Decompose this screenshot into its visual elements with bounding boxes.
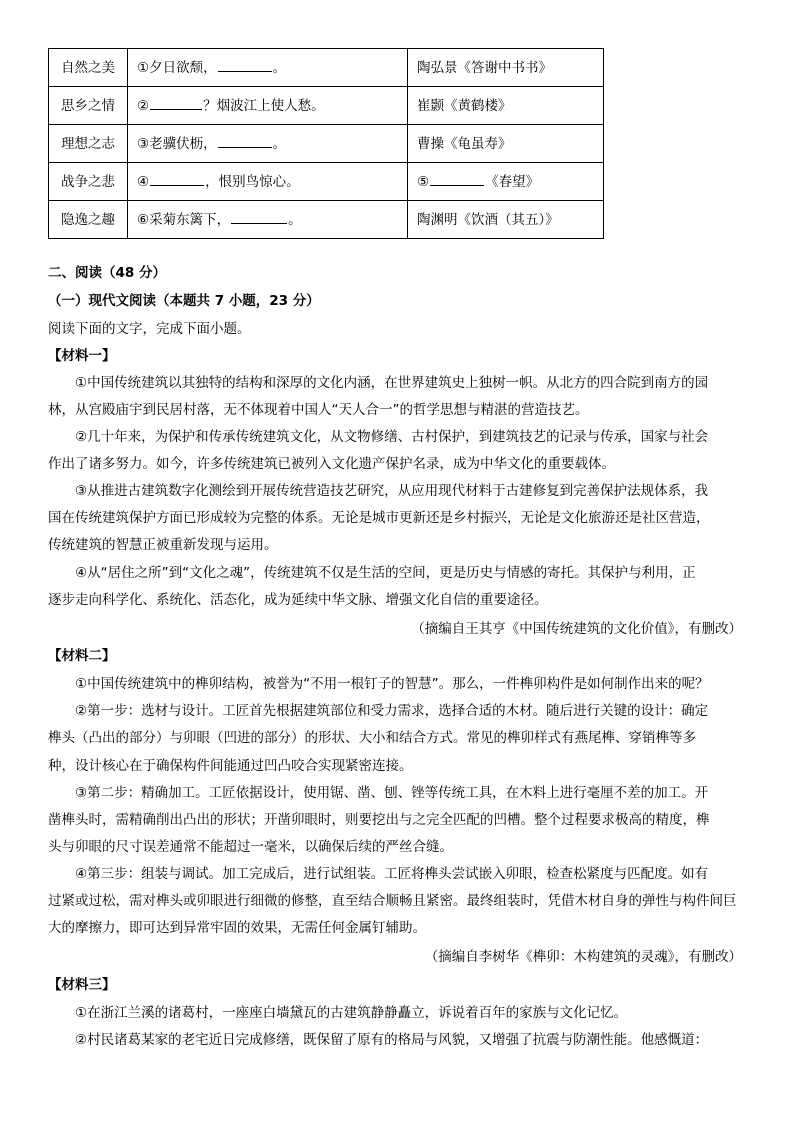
paragraph-line: ①在浙江兰溪的诸葛村，一座座白墙黛瓦的古建筑静静矗立，诉说着百年的家族与文化记忆。	[75, 1005, 628, 1021]
answer-blank[interactable]	[231, 211, 287, 224]
paragraph-line: ④第三步：组装与调试。加工完成后，进行试组装。工匠将榫头尝试嵌入卯眼，检查松紧度与匹配度。如有	[75, 866, 709, 882]
paragraph-line: 作出了诸多努力。如今，许多传统建筑已被列入文化遗产保护名录，成为中华文化的重要载体。	[48, 456, 615, 472]
paragraph-line: ②村民诸葛某家的老宅近日完成修缮，既保留了原有的格局与风貌，又增强了抗震与防潮性能。他感慨道：	[75, 1032, 709, 1048]
source-title: 《春望》	[485, 173, 540, 190]
verse-cell	[128, 49, 408, 87]
answer-blank[interactable]	[150, 173, 204, 186]
answer-blank[interactable]	[430, 173, 484, 186]
material-label: 【材料一】	[48, 348, 116, 364]
source-cell: 曹操《龟虽寿》	[408, 125, 604, 163]
paragraph-line: ①中国传统建筑以其独特的结构和深厚的文化内涵，在世界建筑史上独树一帜。从北方的四合院到南方的园	[75, 375, 709, 391]
verse-prefix: ④	[137, 173, 150, 190]
verse-suffix: ？烟波江上使人愁。	[203, 97, 325, 114]
verse-prefix: ③老骥伏枥，	[137, 135, 217, 152]
citation: （摘编自王其亨《中国传统建筑的文化价值》，有删改）	[411, 621, 742, 637]
source-cell: 崔颢《黄鹤楼》	[408, 87, 604, 125]
answer-blank[interactable]	[218, 135, 272, 148]
theme-cell: 理想之志	[49, 125, 128, 163]
paragraph-line: ③从推进古建筑数字化测绘到开展传统营造技艺研究，从应用现代材料于古建修复到完善保护法规体系，我	[75, 483, 709, 499]
verse-cell	[128, 163, 408, 201]
table-row	[49, 87, 604, 125]
paragraph-line: 传统建筑的智慧正被重新发现与运用。	[48, 537, 278, 553]
paragraph-line: 大的摩擦力，即可达到异常牢固的效果，无需任何金属钉辅助。	[48, 920, 426, 936]
paragraph-line: 榫头（凸出的部分）与卯眼（凹进的部分）的形状、大小和结合方式。常见的榫卯样式有燕尾榫、穿销榫等多	[48, 730, 696, 746]
verse-suffix: ，恨别鸟惊心。	[205, 173, 300, 190]
citation: （摘编自李树华《榫卯：木构建筑的灵魂》，有删改）	[424, 949, 742, 965]
table-row	[49, 201, 604, 239]
paragraph-line: 林，从宫殿庙宇到民居村落，无不体现着中国人“天人合一”的哲学思想与精湛的营造技艺。	[48, 402, 589, 418]
paragraph-line: 逐步走向科学化、系统化、活态化，成为延续中华文脉、增强文化自信的重要途径。	[48, 592, 548, 608]
poem-fill-table	[48, 48, 604, 239]
section-heading: 二、阅读（48 分）	[48, 265, 166, 281]
theme-cell: 思乡之情	[49, 87, 128, 125]
verse-suffix: 。	[272, 59, 287, 76]
material-label: 【材料二】	[48, 648, 116, 664]
verse-cell	[128, 201, 408, 239]
paragraph-line: ②第一步：选材与设计。工匠首先根据建筑部位和受力需求，选择合适的木材。随后进行关键的设计：确定	[75, 703, 709, 719]
theme-cell: 战争之悲	[49, 163, 128, 201]
answer-blank[interactable]	[218, 59, 272, 72]
verse-cell	[128, 125, 408, 163]
paragraph-line: ④从“居住之所”到“文化之魂”，传统建筑不仅是生活的空间，更是历史与情感的寄托。其保护与利用，正	[75, 565, 696, 581]
verse-prefix: ②	[137, 97, 150, 114]
section-subheading: （一）现代文阅读（本题共 7 小题，23 分）	[48, 293, 320, 309]
verse-prefix: ⑥采菊东篱下，	[137, 211, 231, 228]
table-row	[49, 125, 604, 163]
theme-cell: 自然之美	[49, 49, 128, 87]
paragraph-line: ①中国传统建筑中的榫卯结构，被誉为“不用一根钉子的智慧”。那么，一件榫卯构件是如何制作出来的呢？	[75, 676, 709, 692]
verse-cell	[128, 87, 408, 125]
table-row	[49, 49, 604, 87]
theme-cell: 隐逸之趣	[49, 201, 128, 239]
paragraph-line: ②几十年来，为保护和传承传统建筑文化，从文物修缮、古村保护，到建筑技艺的记录与传承，国家与社会	[75, 429, 709, 445]
source-cell	[408, 163, 604, 201]
material-label: 【材料三】	[48, 977, 116, 993]
source-prefix: ⑤	[417, 173, 430, 190]
paragraph-line: 凿榫头时，需精确削出凸出的形状；开凿卯眼时，则要挖出与之完全匹配的凹槽。整个过程要求极高的精度，榫	[48, 812, 710, 828]
paragraph-line: 国在传统建筑保护方面已形成较为完整的体系。无论是城市更新还是乡村振兴，无论是文化旅游还是社区营造，	[48, 510, 710, 526]
paragraph-line: ③第二步：精确加工。工匠依据设计，使用锯、凿、刨、锉等传统工具，在木料上进行毫厘不差的加工。开	[75, 785, 709, 801]
paragraph-line: 过紧或过松，需对榫头或卯眼进行细微的修整，直至结合顺畅且紧密。最终组装时，凭借木材自身的弹性与构件间巨	[48, 893, 737, 909]
source-cell: 陶渊明《饮酒（其五）》	[408, 201, 604, 239]
paragraph-line: 头与卯眼的尺寸误差通常不能超过一毫米，以确保后续的严丝合缝。	[48, 839, 453, 855]
table-row	[49, 163, 604, 201]
source-cell: 陶弘景《答谢中书书》	[408, 49, 604, 87]
verse-suffix: 。	[272, 135, 287, 152]
instruction-text: 阅读下面的文字，完成下面小题。	[48, 321, 251, 337]
verse-prefix: ①夕日欲颓，	[137, 59, 217, 76]
paragraph-line: 种，设计核心在于确保构件间能通过凹凸咬合实现紧密连接。	[48, 758, 413, 774]
verse-suffix: 。	[288, 211, 302, 228]
answer-blank[interactable]	[150, 97, 202, 110]
